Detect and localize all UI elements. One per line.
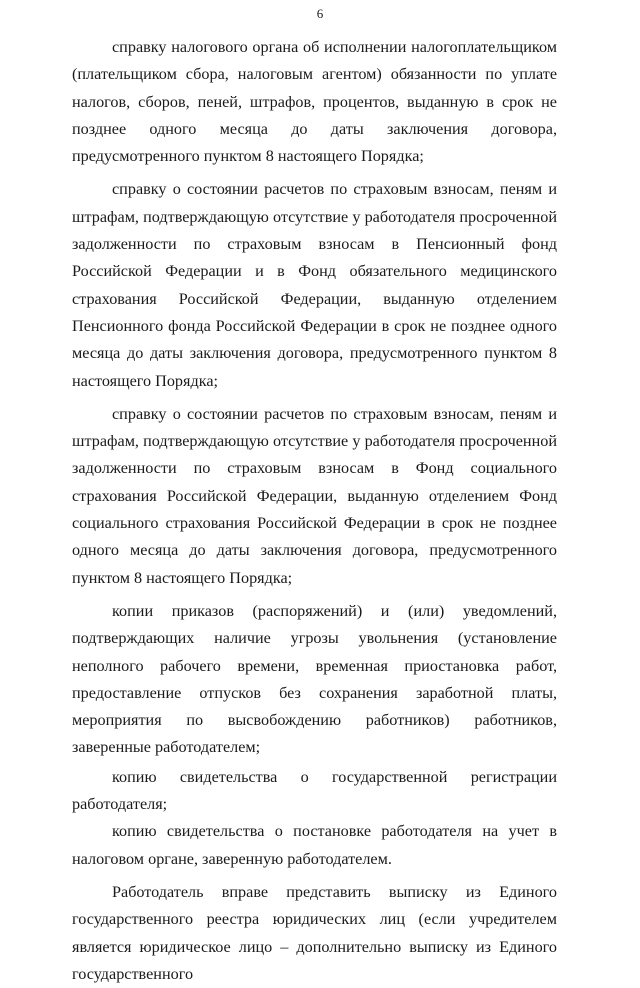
paragraph-tax-registration-certificate: копию свидетельства о постановке работодателя на учет в налоговом органе, заверенную работодателем. [72,822,557,868]
paragraph-social-insurance-certificate: справку о состоянии расчетов по страховым взносам, пеням и штрафам, подтверждающую отсутствие у работодателя просроченной задолженности по страховым взносам в Фонд социального страхования Российской Федерации, выданную отделением Фонд социального страхования Российской Федерации в срок не позднее одного месяца до даты заключения договора, предусмотренного пунктом 8 настоящего Порядка; [72,404,557,587]
document-body [72,34,557,988]
paragraph-employer-extract: Работодатель вправе представить выписку из Единого государственного реестра юридических лиц (если учредителем является юридическое лицо – дополнительно выписку из Единого государственного [72,882,557,983]
paragraph-tax-certificate: справку налогового органа об исполнении налогоплательщиком (плательщиком сбора, налоговым агентом) обязанности по уплате налогов, сборов, пеней, штрафов, процентов, выданную в срок не позднее одного месяца до даты заключения договора, предусмотренного пунктом 8 настоящего Порядка; [72,38,557,166]
paragraph-orders-copies: копии приказов (распоряжений) и (или) уведомлений, подтверждающих наличие угрозы увольнения (установление неполного рабочего времени, временная приостановка работ, предоставление отпусков без сохранения заработной платы, мероприятия по высвобождению работников) работников, заверенные работодателем; [72,601,557,757]
paragraph-registration-certificate: копию свидетельства о государственной регистрации работодателя; [72,767,557,814]
page-number: 6 [316,6,324,21]
paragraph-pension-fund-certificate: справку о состоянии расчетов по страховым взносам, пеням и штрафам, подтверждающую отсутствие у работодателя просроченной задолженности по страховым взносам в Пенсионный фонд Российской Федерации и в Фонд обязательного медицинского страхования Российской Федерации, выданную отделением Пенсионного фонда Российской Федерации в срок не позднее одного месяца до даты заключения договора, предусмотренного пунктом 8 настоящего Порядка; [72,180,557,390]
